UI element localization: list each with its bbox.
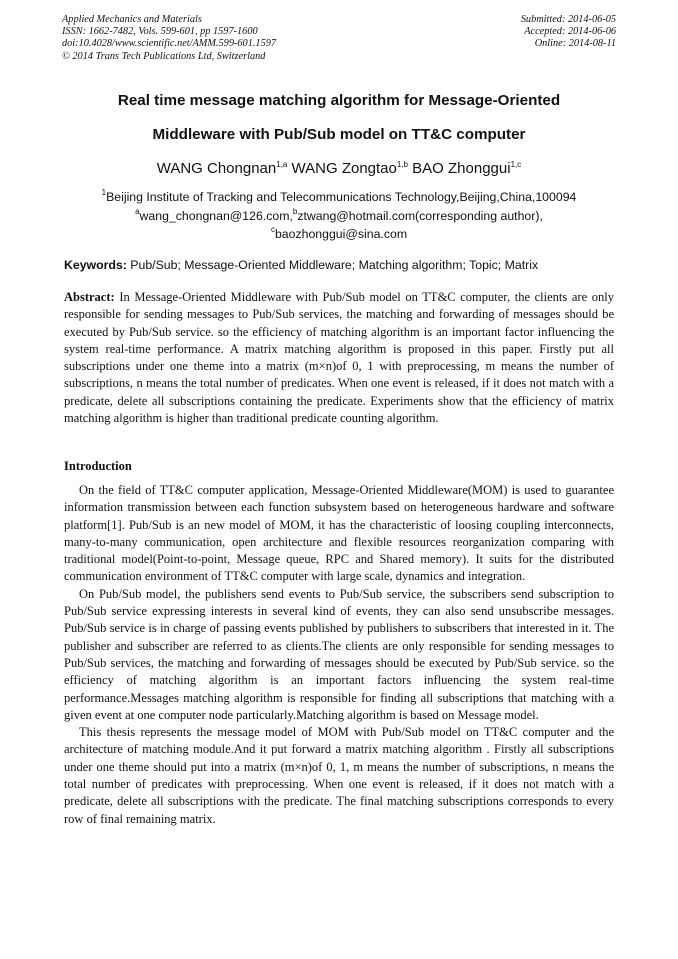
author-superscript: 1,c — [510, 159, 522, 169]
paper-title-line-1: Real time message matching algorithm for Message-Oriented — [117, 92, 561, 109]
abstract-text: In Message-Oriented Middleware with Pub/Sub model on TT&C computer, the clients are only responsible for sending messages to Pub/Sub services, the matching and forwarding of messages should be executed by Pub/Sub service. so the efficiency of matching algorithm is an important factor influencing the system real-time performance. A matrix matching algorithm is proposed in this paper. Firstly put all subscriptions under one theme into a matrix (m×n)of 0, 1 with preprocessing, m means the number of subscriptions, n means the total number of predicates. When one event is released, if it does not match with a predicate, delete all subscriptions containing the predicate. Experiments show that the efficiency of matrix matching algorithm is higher than traditional predicate counting algorithm. — [64, 290, 614, 426]
email-a: wang_chongnan@126.com, — [139, 209, 293, 223]
journal-doi: doi:10.4028/www.scientific.net/AMM.599-601.1597 — [62, 38, 277, 50]
paper-title-line-2: Middleware with Pub/Sub model on TT&C computer — [152, 126, 526, 143]
introduction-body — [64, 482, 614, 828]
journal-issn: ISSN: 1662-7482, Vols. 599-601, pp 1597-1600 — [62, 26, 258, 38]
section-heading: Introduction — [64, 459, 132, 473]
abstract — [64, 289, 614, 427]
email-c: baozhonggui@sina.com — [274, 227, 408, 241]
submission-dates — [521, 14, 616, 51]
abstract-label: Abstract: — [64, 290, 115, 304]
email-superscript: c — [270, 225, 275, 235]
journal-name: Applied Mechanics and Materials — [62, 14, 202, 25]
online-date: Online: 2014-08-11 — [534, 38, 616, 50]
email-superscript: b — [292, 207, 298, 217]
keywords-text: Pub/Sub; Message-Oriented Middleware; Matching algorithm; Topic; Matrix — [130, 258, 539, 272]
submitted-date: Submitted: 2014-06-05 — [520, 14, 616, 25]
keywords — [64, 258, 616, 272]
affiliation-superscript: 1 — [101, 188, 107, 198]
journal-info — [62, 14, 276, 63]
author-email-c-line — [40, 227, 638, 241]
author-list — [40, 160, 638, 177]
affiliation-text: Beijing Institute of Tracking and Telecommunications Technology,Beijing,China,100094 — [106, 190, 577, 204]
paragraph: On the field of TT&C computer application, Message-Oriented Middleware(MOM) is used to guarantee information transmission between each function subsystem based on heterogeneous hardware and software platform[1]. Pub/Sub is an new model of MOM, it has the characteristic of loosing coupling interconnects, many-to-many communication, open architecture and flexible resources reorganization comparing with traditional model(Point-to-point, Message queue, RPC and Shared memory). It suits for the distributed communication environment of TT&C computer with large scale, dynamics and integration. — [64, 483, 614, 584]
author-name: BAO Zhonggui — [412, 160, 511, 177]
keywords-label: Keywords: — [64, 258, 127, 272]
author-name: WANG Zongtao — [291, 160, 397, 177]
paragraph: On Pub/Sub model, the publishers send events to Pub/Sub service, the subscribers send subscription to Pub/Sub service expressing interests in several kind of events, they can also send unsubscribe messages. Pub/Sub service is in charge of passing events published by publishers to subscribers that interested in it. The publisher and subscriber are referred to as clients.The clients are only responsible for sending messages to Pub/Sub services, the matching and forwarding of messages should be executed by Pub/Sub service. so the efficiency of matching algorithm is an important factors influencing the system real-time performance.Messages matching algorithm is responsible for finding all subscriptions that matching with a given event at one computer node particularly.Matching algorithm is based on Message model. — [64, 586, 614, 722]
author-name: WANG Chongnan — [156, 160, 277, 177]
journal-copyright: © 2014 Trans Tech Publications Ltd, Switzerland — [62, 50, 266, 62]
email-superscript: a — [135, 207, 140, 217]
affiliation — [40, 190, 638, 204]
author-emails — [40, 209, 638, 223]
accepted-date: Accepted: 2014-06-06 — [524, 26, 616, 38]
paragraph: This thesis represents the message model of MOM with Pub/Sub model on TT&C computer and the architecture of matching module.And it put forward a matrix matching algorithm . Firstly all subscriptions under one theme should put into a matrix (m×n)of 0, 1, m means the number of subscriptions, n means the total number of predicates with preprocessing. When one event is released, if it does not match with a predicate, delete all subscriptions with the predicate. The final matching subscriptions corresponds to every row of final remaining matrix. — [64, 725, 614, 826]
author-superscript: 1,b — [396, 159, 408, 169]
email-b: ztwang@hotmail.com(corresponding author), — [297, 209, 543, 223]
author-superscript: 1,a — [276, 159, 288, 169]
